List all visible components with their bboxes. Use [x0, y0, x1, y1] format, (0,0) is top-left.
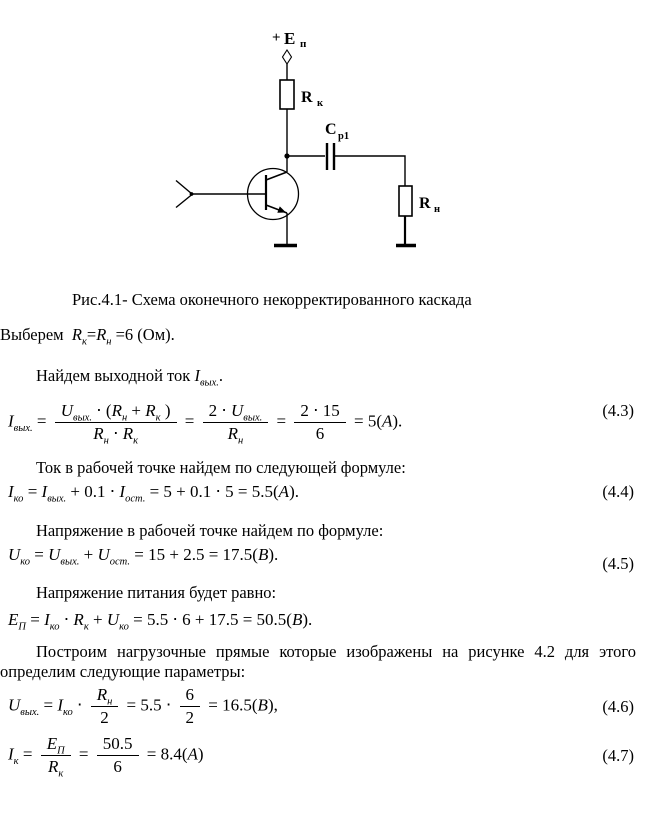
- paragraph-working-point-voltage: Напряжение в рабочей точке найдем по формуле:: [36, 521, 384, 541]
- equation-4-6-number: (4.6): [602, 696, 634, 716]
- rn-label-sub: н: [434, 204, 441, 215]
- paragraph-choose-resistors: Выберем $R_к=R_н =6$ (Ом).: [0, 325, 175, 348]
- equation-4-4-formula: $I_{ко} = I_{вых.} + 0.1 \cdot I_{ост.} = 5 + 0.1 \cdot 5 = 5.5(А)$.: [8, 482, 299, 505]
- equation-4-7-number: (4.7): [602, 745, 634, 765]
- equation-4-4: [0, 482, 656, 505]
- input-terminal-dot: [190, 192, 194, 196]
- equation-4-5-formula: $U_{ко} = U_{вых.} + U_{ост.} = 15 + 2.5 = 17.5(В)$.: [8, 545, 279, 568]
- circuit-figure: [0, 0, 656, 260]
- equation-4-7: [0, 734, 656, 780]
- supply-label-plus: +: [272, 30, 281, 46]
- cp1-label-sub: р1: [338, 131, 350, 142]
- paragraph-load-lines: Построим нагрузочные прямые которые изображены на рисунке 4.2 для этого определим следующие параметры:: [0, 642, 636, 682]
- rn-label: R: [419, 195, 431, 212]
- equation-4-4-number: (4.4): [602, 482, 634, 502]
- supply-terminal-icon: [283, 50, 292, 64]
- transistor-collector-lead: [266, 172, 287, 180]
- rk-label: R: [301, 89, 313, 106]
- equation-supply-voltage: [0, 610, 656, 633]
- wire-to-load: [335, 156, 405, 186]
- paragraph-working-point-current: Ток в рабочей точке найдем по следующей формуле:: [36, 458, 406, 478]
- equation-4-6: [0, 685, 656, 728]
- resistor-rn: [399, 186, 412, 216]
- emitter-arrow-icon: [277, 206, 286, 212]
- capacitor-cp1: [327, 143, 334, 170]
- paragraph-find-output-current: Найдем выходной ток $I_{вых.}$.: [36, 366, 224, 389]
- figure-caption: Рис.4.1- Схема оконечного некорректированного каскада: [72, 290, 472, 309]
- equation-4-3-number: (4.3): [602, 401, 634, 420]
- equation-4-5: [0, 545, 656, 574]
- equation-supply-voltage-formula: $E_П = I_{ко} \cdot R_к + U_{ко} = 5.5 \cdot 6 + 17.5 = 50.5(В)$.: [8, 610, 313, 633]
- paragraph-supply-voltage: Напряжение питания будет равно:: [36, 583, 277, 603]
- resistor-rk: [280, 80, 294, 109]
- equation-4-5-number: (4.5): [602, 554, 634, 574]
- supply-label: E: [284, 29, 296, 48]
- supply-label-sub: п: [300, 38, 307, 50]
- equation-4-7-formula: $I_к$ = $\frac{E_П}{R_к}$ = $\frac{50.5}{6}$ = 8.4(А): [8, 734, 204, 780]
- equation-4-3-formula: $I_{вых.}$ = $\frac{U_{вых.} \cdot (R_н + R_к )}{R_н \cdot R_к}$ = $\frac{2 \cdot U_{вых.}}{R_н}$ = $\frac{2 \cdot 15}{6}$ = 5(А).: [8, 401, 403, 447]
- equation-4-6-formula: $U_{вых.} = I_{ко}$ ⋅ $\frac{R_н}{2}$ = 5.5 ⋅ $\frac{6}{2}$ = 16.5(В),: [8, 685, 278, 728]
- rk-label-sub: к: [317, 98, 324, 109]
- equation-4-3: [0, 401, 656, 447]
- cp1-label: C: [325, 121, 337, 138]
